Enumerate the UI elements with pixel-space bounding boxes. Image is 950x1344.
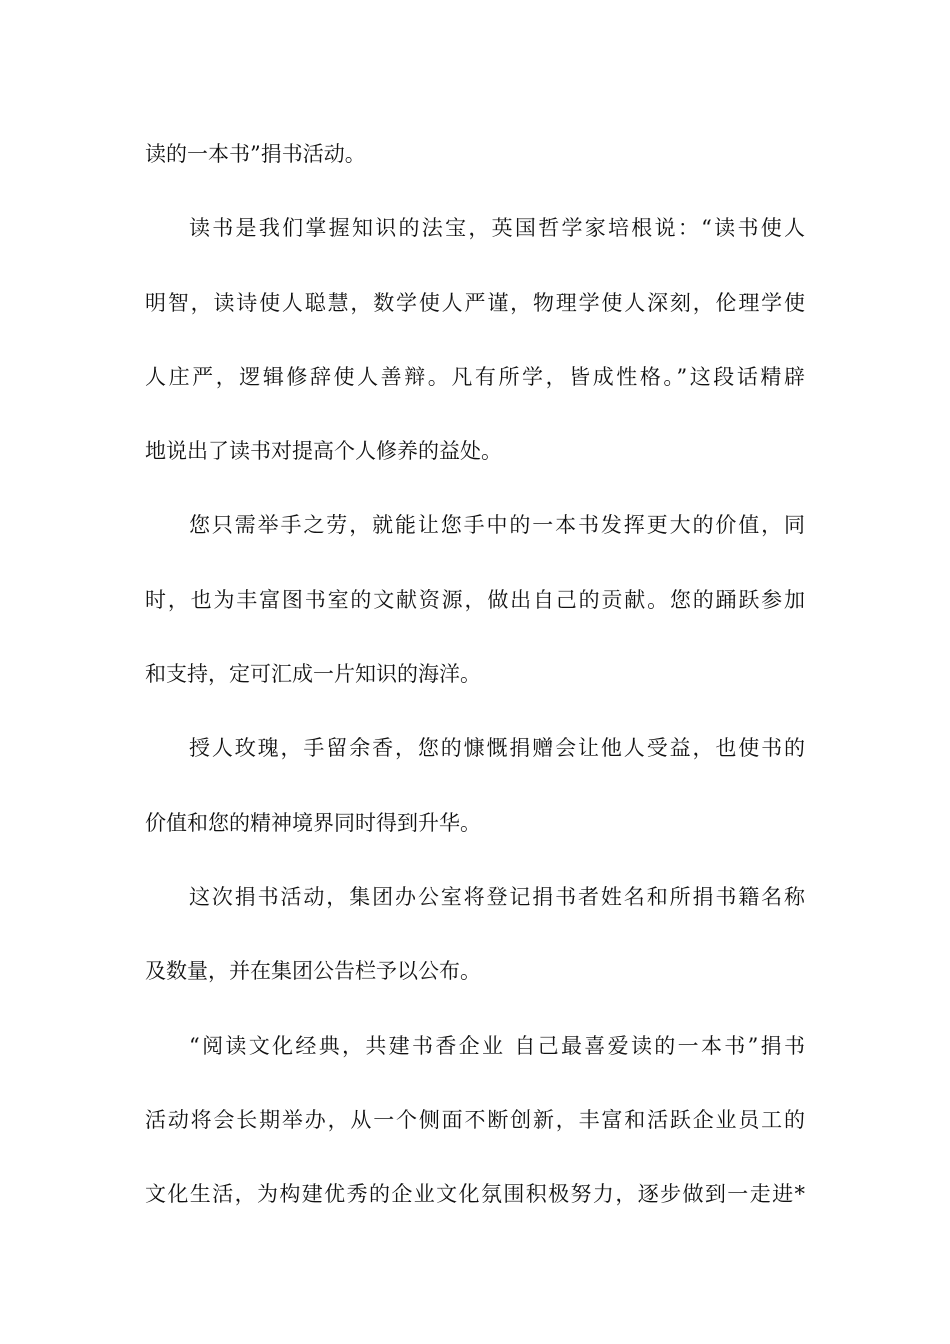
text-line: 时，也为丰富图书室的文献资源，做出自己的贡献。您的踊跃参加 [145,587,805,612]
text-line: 及数量，并在集团公告栏予以公布。 [145,959,481,984]
text-line: 明智，读诗使人聪慧，数学使人严谨，物理学使人深刻，伦理学使 [145,290,805,315]
text-line: 读书是我们掌握知识的法宝，英国哲学家培根说：“读书使人 [189,216,805,241]
text-line: 这次捐书活动，集团办公室将登记捐书者姓名和所捐书籍名称 [189,884,805,909]
text-line: 活动将会长期举办，从一个侧面不断创新，丰富和活跃企业员工的 [145,1107,805,1132]
text-line: 价值和您的精神境界同时得到升华。 [145,810,481,835]
text-line: 文化生活，为构建优秀的企业文化氛围积极努力，逐步做到一走进* [145,1182,805,1207]
text-line: 和支持，定可汇成一片知识的海洋。 [145,662,481,687]
text-line: 您只需举手之劳，就能让您手中的一本书发挥更大的价值，同 [189,513,805,538]
text-line: 地说出了读书对提高个人修养的益处。 [145,439,502,464]
body-text [145,117,805,1231]
text-line: “阅读文化经典，共建书香企业 自己最喜爱读的一本书”捐书 [189,1033,805,1058]
text-line: 读的一本书”捐书活动。 [145,142,366,166]
text-line: 授人玫瑰，手留余香，您的慷慨捐赠会让他人受益，也使书的 [189,736,805,761]
text-line: 人庄严，逻辑修辞使人善辩。凡有所学，皆成性格。”这段话精辟 [145,364,805,389]
